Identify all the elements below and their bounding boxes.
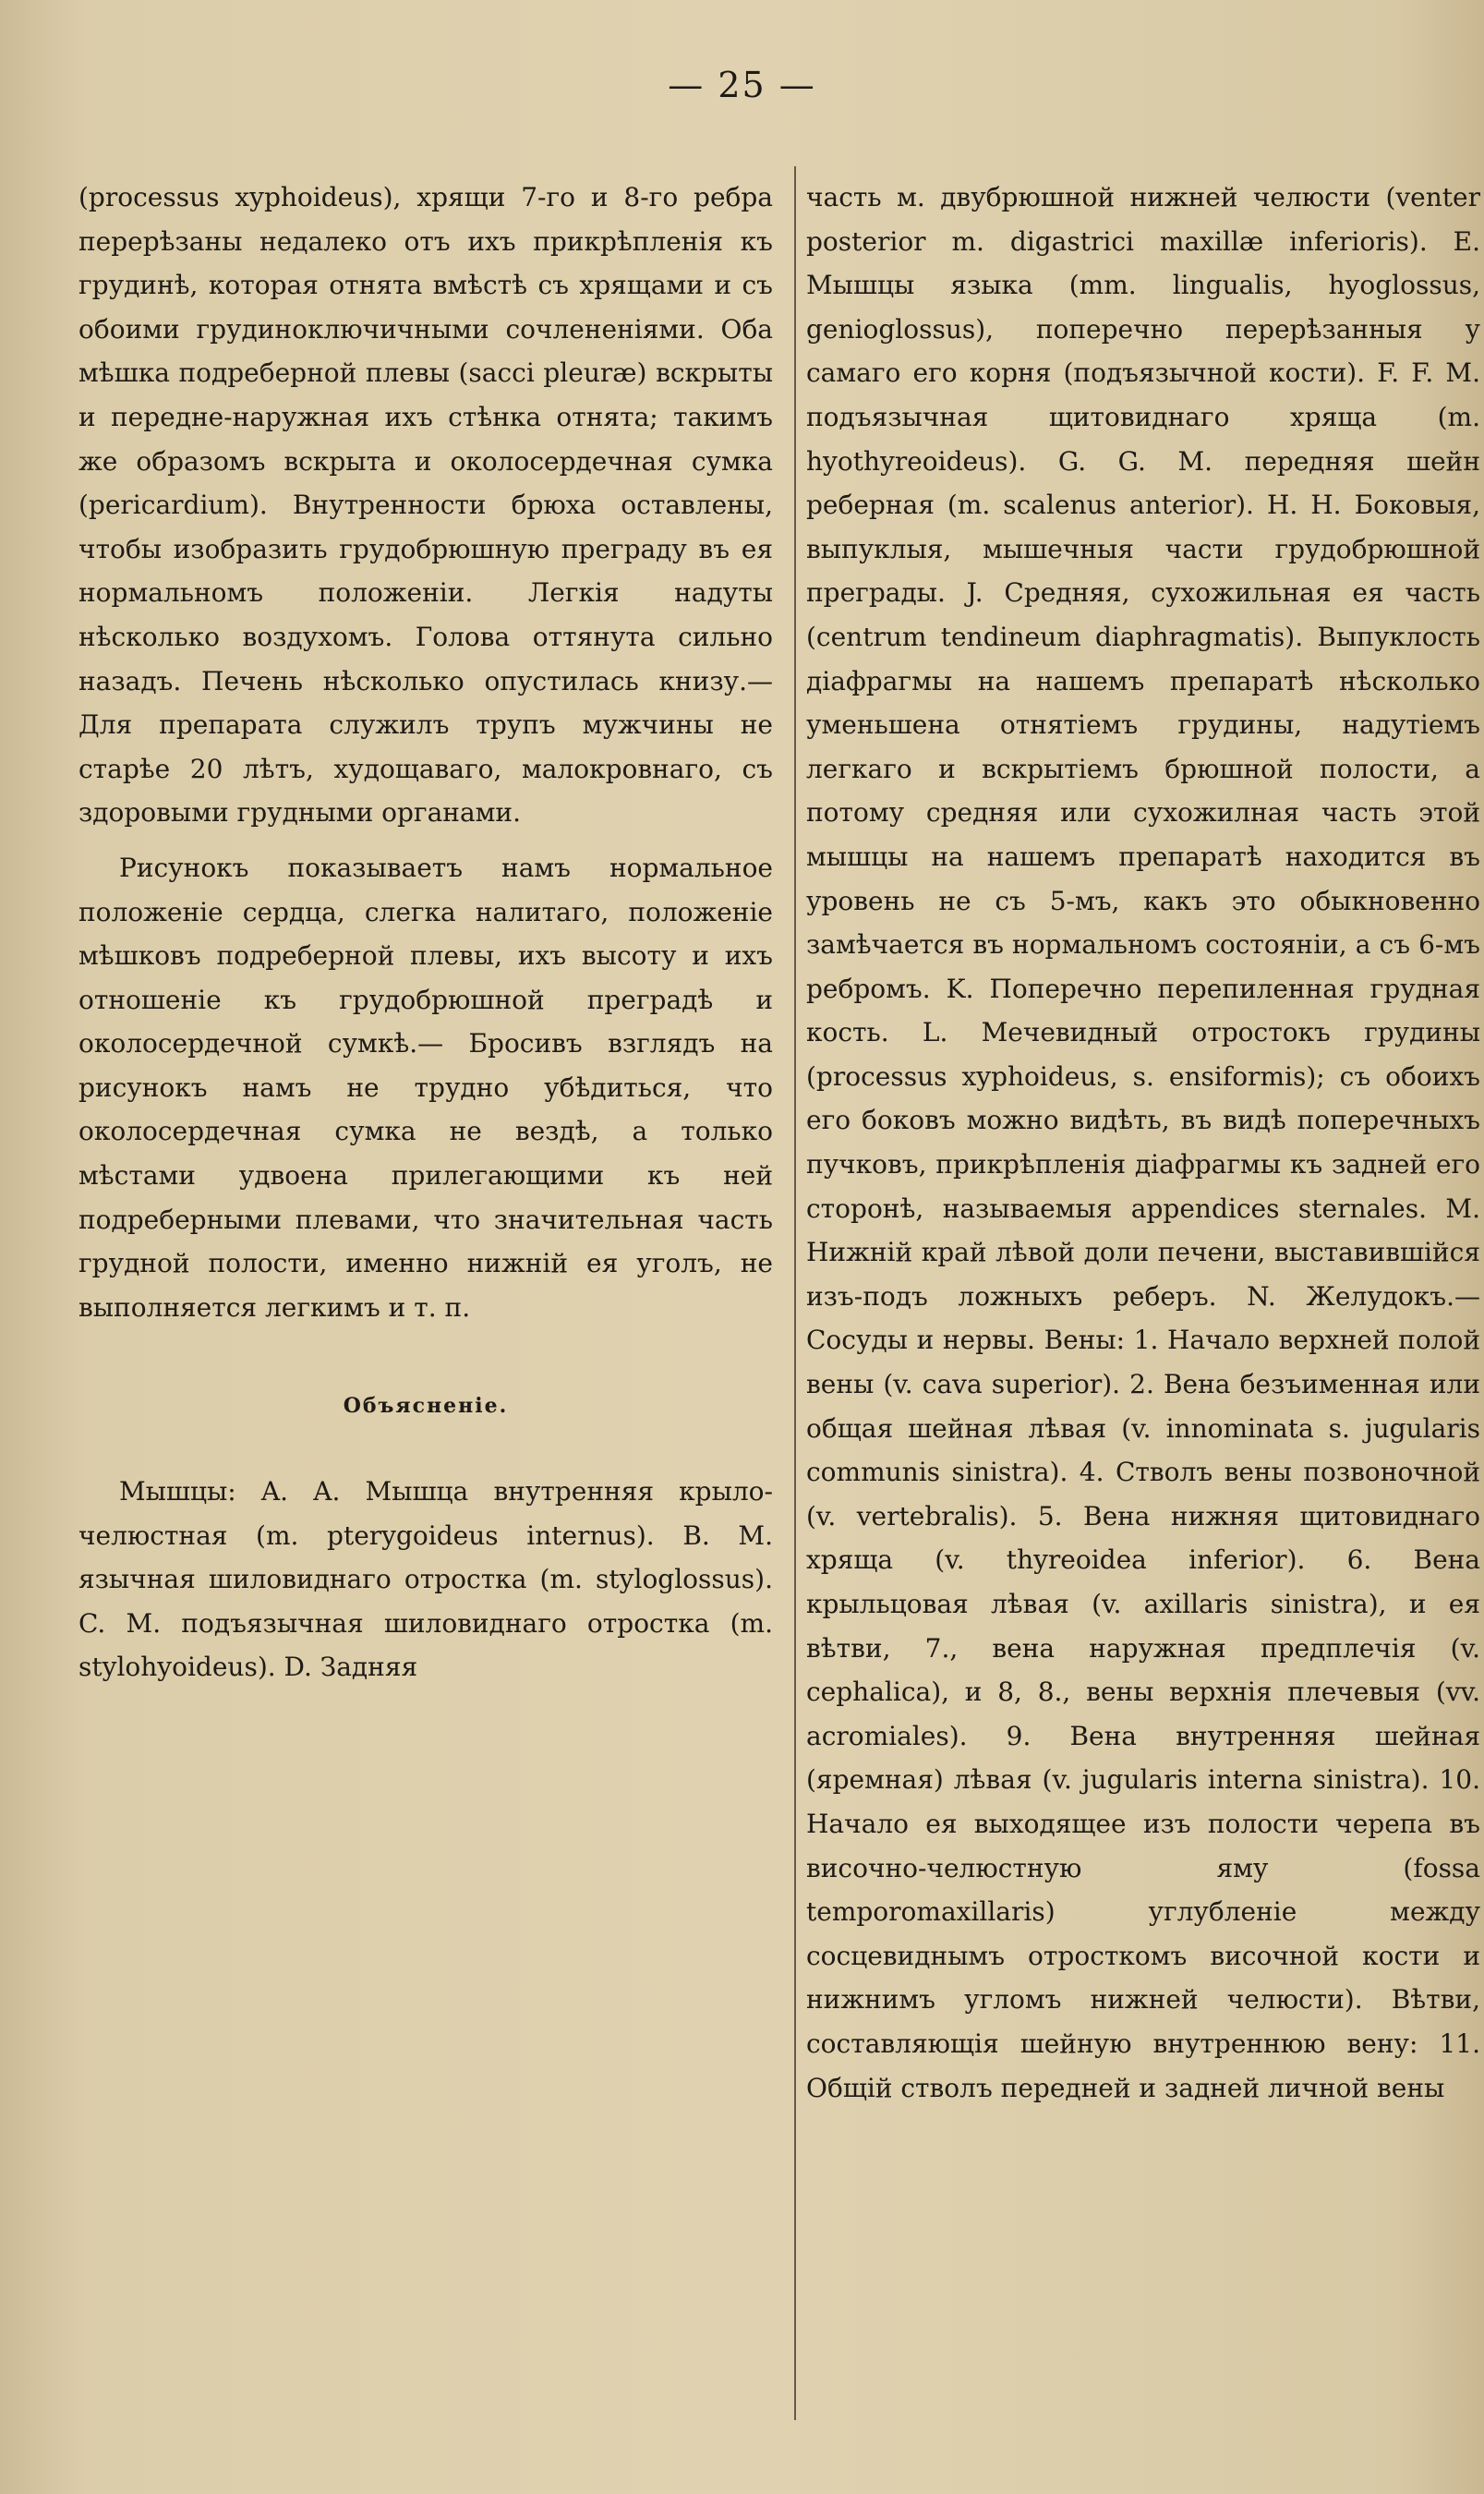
left-paragraph-1: (processus xyphoideus), хрящи 7-го и 8-го ребра перерѣзаны недалеко отъ ихъ прикрѣпленія къ грудинѣ, которая отнята вмѣстѣ съ хрящами и съ обоими грудиноключичными сочлененіями. Оба мѣшка подреберной плевы (sacci pleuræ) вскрыты и передне-наружная ихъ стѣнка отнята; такимъ же образомъ вскрыта и околосердечная сумка (pericardium). Внутренности брюха оставлены, чтобы изобразить грудобрюшную преграду въ ея нормальномъ положеніи. Легкія надуты нѣсколько воздухомъ. Голова оттянута сильно назадъ. Печень нѣсколько опустилась книзу.— Для препарата служилъ трупъ мужчины не старѣе 20 лѣтъ, худощаваго, малокровнаго, съ здоровыми грудными органами. — [78, 182, 773, 829]
column-divider — [794, 166, 796, 2420]
right-paragraph-1: часть м. двубрюшной нижней челюсти (venter posterior m. digastrici maxillæ inferioris). E. Мышцы языка (mm. lingualis, hyoglossus, genioglossus), поперечно перерѣзанныя у самаго его корня (подъязычной кости). F. F. M. подъязычная щитовиднаго хряща (m. hyothyreoideus). G. G. M. передняя шейн реберная (m. scalenus anterior). H. H. Боковыя, выпуклыя, мышечныя части грудобрюшной преграды. J. Средняя, сухожильная ея часть (centrum tendineum diaphragmatis). Выпуклость діафрагмы на нашемъ препаратѣ нѣсколько уменьшена отнятіемъ грудины, надутіемъ легкаго и вскрытіемъ брюшной полости, а потому средняя или сухожилная часть этой мышцы на нашемъ препаратѣ находится въ уровень не съ 5-мъ, какъ это обыкновенно замѣчается въ нормальномъ состояніи, а съ 6-мъ ребромъ. K. Поперечно перепиленная грудная кость. L. Мечевидный отростокъ грудины (processus xyphoideus, s. ensiformis); съ обоихъ его боковъ можно видѣть, въ видѣ поперечныхъ пучковъ, прикрѣпленія діафрагмы къ задней его сторонѣ, называемыя appendices sternales. M. Нижній край лѣвой доли печени, выставившійся изъ-подъ ложныхъ реберъ. N. Желудокъ.— Сосуды и нервы. Вены: 1. Начало верхней полой вены (v. cava superior). 2. Вена безъименная или общая шейная лѣвая (v. innominata s. jugularis communis sinistra). 4. Стволъ вены позвоночной (v. vertebralis). 5. Вена нижняя щитовиднаго хряща (v. thyreoidea inferior). 6. Вена крыльцовая лѣвая (v. axillaris sinistra), и ея вѣтви, 7., вена наружная предплечія (v. cephalica), и 8, 8., вены верхнія плечевыя (vv. acromiales). 9. Вена внутренняя шейная (яремная) лѣвая (v. jugularis interna sinistra). 10. Начало ея выходящее изъ полости черепа въ височно-челюстную яму (fossa temporomaxillaris) углубленіе между сосцевиднымъ отросткомъ височной кости и нижнимъ угломъ нижней челюсти). Вѣтви, составляющія шейную внутреннюю вену: 11. Общій стволъ передней и задней личной вены — [806, 182, 1480, 2103]
section-heading: Объясненіе. — [343, 1394, 509, 1419]
paragraph-gap — [78, 835, 773, 846]
left-paragraph-2: Рисунокъ показываетъ намъ нормальное положеніе сердца, слегка налитаго, положеніе мѣшковъ подреберной плевы, ихъ высоту и ихъ отношеніе къ грудобрюшной преградѣ и околосердечной сумкѣ.— Бросивъ взглядъ на рисунокъ намъ не трудно убѣдиться, что околосердечная сумка не вездѣ, а только мѣстами удвоена прилегающими къ ней подреберными плевами, что значительная часть грудной полости, именно нижній ея уголъ, не выполняется легкимъ и т. п. — [78, 852, 773, 1323]
page-number: — 25 — — [668, 65, 816, 105]
left-paragraph-3: Мышцы: A. A. Мышца внутренняя крыло-челюстная (m. pterygoideus internus). B. M. язычная шиловиднаго отростка (m. styloglossus). C. M. подъязычная шиловиднаго отростка (m. stylohyoideus). D. Задняя — [78, 1476, 773, 1683]
left-column — [78, 176, 773, 1689]
right-column — [806, 176, 1480, 2110]
